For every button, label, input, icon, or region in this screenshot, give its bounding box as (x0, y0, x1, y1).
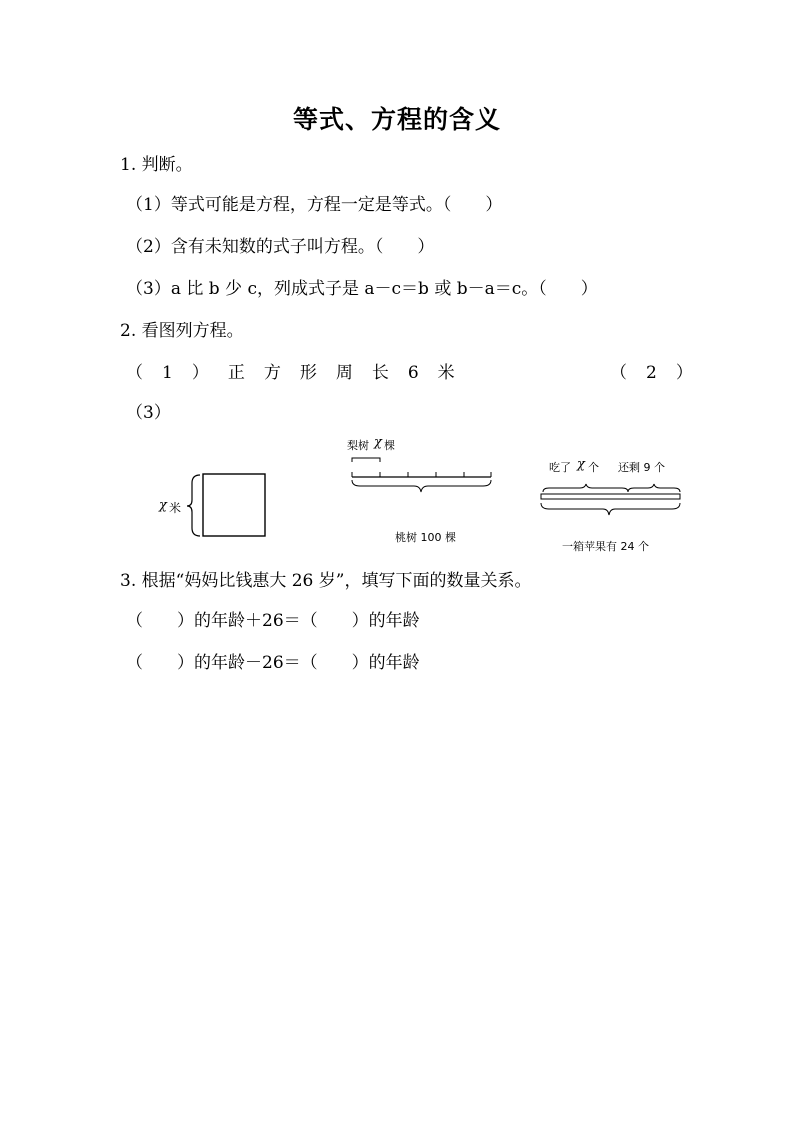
q3-line-1: （ ）的年龄＋26＝（ ）的年龄 (126, 611, 420, 631)
fig3-brace-eaten (543, 484, 628, 492)
question-1-heading: 1. 判断。 (120, 155, 193, 175)
fig1-unit: 米 (169, 501, 182, 515)
fig3-bottom-brace (541, 503, 680, 515)
fig3-eaten-prefix: 吃了 (549, 461, 571, 474)
fig3-brace-remaining (628, 484, 680, 492)
fig2-variable: χ (374, 435, 382, 450)
fig2-unit: 棵 (384, 439, 395, 452)
q2-sub-2: （2） (610, 363, 712, 383)
q2-sub-3: （3） (126, 403, 171, 423)
fig3-bar (541, 494, 680, 499)
q2-sub-1: （1）正方形周长6米 (126, 363, 474, 383)
fig2-top-label: 梨树 (347, 439, 369, 452)
fig3-remaining-label: 还剩 9 个 (618, 461, 665, 474)
fig2-bottom-label: 桃树 100 棵 (395, 531, 456, 544)
q3-line-2: （ ）的年龄－26＝（ ）的年龄 (126, 653, 420, 673)
fig3-variable: χ (577, 457, 585, 472)
q1-item-1: （1）等式可能是方程，方程一定是等式。（ ） (126, 195, 503, 215)
fig1-variable: χ (159, 498, 167, 513)
page-title: 等式、方程的含义 (292, 105, 501, 134)
q1-item-3: （3）a 比 b 少 c，列成式子是 a－c＝b 或 b－a＝c。（ ） (126, 279, 598, 299)
fig3-bottom-label: 一箱苹果有 24 个 (562, 540, 649, 553)
q1-item-2: （2）含有未知数的式子叫方程。（ ） (126, 237, 435, 257)
question-3-heading: 3. 根据“妈妈比钱惠大 26 岁”，填写下面的数量关系。 (120, 571, 532, 591)
fig3-eaten-suffix: 个 (588, 461, 599, 474)
question-2-heading: 2. 看图列方程。 (120, 321, 244, 341)
